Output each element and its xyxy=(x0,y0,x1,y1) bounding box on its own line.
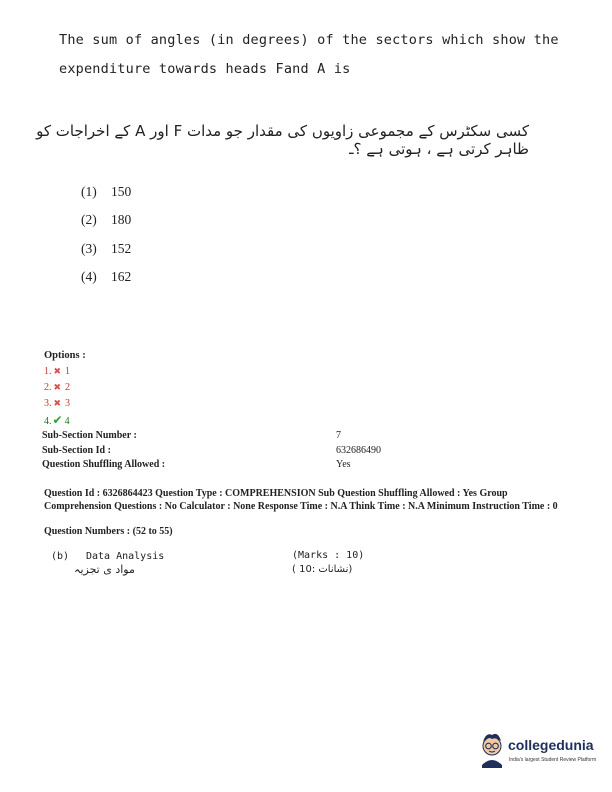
subsection-number-value: 7 xyxy=(336,430,341,441)
subsection-id-label: Sub-Section Id : xyxy=(42,445,111,456)
question-numbers: Question Numbers : (52 to 55) xyxy=(44,526,173,537)
question-id-info: Question Id : 6326864423 Question Type : COMPREHENSION Sub Question Shuffling Allowed : Yes Group Comprehension Questions : No Calculator : None Response Time : N.A Think Time : N.A Minimum Instruction Time : 0 xyxy=(44,488,558,512)
answer-option-number: (2) xyxy=(81,212,97,227)
wrong-cross-icon: ✖ xyxy=(53,366,62,376)
answer-option-number: (3) xyxy=(81,241,97,256)
answer-option-number: (1) xyxy=(81,184,97,199)
choice-label: 3. xyxy=(44,398,52,409)
section-marks: (Marks : 10) xyxy=(292,550,365,561)
section-title: Data Analysis xyxy=(86,551,165,562)
subsection-number-label: Sub-Section Number : xyxy=(42,430,137,441)
choice-value: 1 xyxy=(65,366,71,377)
section-letter: (b) xyxy=(51,551,70,562)
answer-option-3 xyxy=(81,241,131,257)
question-text-line-2: expenditure towards heads Fand A is xyxy=(59,61,351,77)
answer-option-4 xyxy=(81,269,131,285)
wrong-cross-icon: ✖ xyxy=(53,382,62,392)
choice-value: 2 xyxy=(65,382,71,393)
choice-value: 4 xyxy=(64,416,70,427)
choice-label: 1. xyxy=(44,366,52,377)
answer-option-number: (4) xyxy=(81,269,97,284)
choice-label: 4. xyxy=(44,416,52,427)
options-heading: Options : xyxy=(44,350,86,361)
shuffling-label: Question Shuffling Allowed : xyxy=(42,459,166,470)
choice-2 xyxy=(44,382,70,393)
section-title-urdu: مواد ی تجزیہ xyxy=(74,563,135,576)
choice-4-correct xyxy=(44,413,70,428)
answer-option-1 xyxy=(81,184,131,200)
choice-label: 2. xyxy=(44,382,52,393)
shuffling-value: Yes xyxy=(336,459,351,470)
brand-tagline: India's largest Student Review Platform xyxy=(509,757,597,763)
subsection-id-value: 632686490 xyxy=(336,445,381,456)
answer-option-value: 152 xyxy=(111,241,132,256)
choice-3 xyxy=(44,398,70,409)
answer-option-2 xyxy=(81,212,131,228)
question-text-line-1: The sum of angles (in degrees) of the sectors which show the xyxy=(59,32,559,48)
question-text-urdu: کسی سکٹرس کے مجموعی زاویوں کی مقدار جو مدات F اور A کے اخراجات کو ظاہر کرتی ہے ، ہوتی ہے ؟ـ xyxy=(36,122,529,158)
choice-1 xyxy=(44,366,70,377)
wrong-cross-icon: ✖ xyxy=(53,398,62,408)
section-marks-urdu: ( نشانات :10) xyxy=(292,564,353,575)
answer-option-value: 162 xyxy=(111,269,132,284)
choice-value: 3 xyxy=(65,398,71,409)
correct-check-icon: ✔ xyxy=(52,413,63,427)
brand-name: collegedunia xyxy=(508,737,594,753)
answer-option-value: 180 xyxy=(111,212,132,227)
answer-option-value: 150 xyxy=(111,184,132,199)
